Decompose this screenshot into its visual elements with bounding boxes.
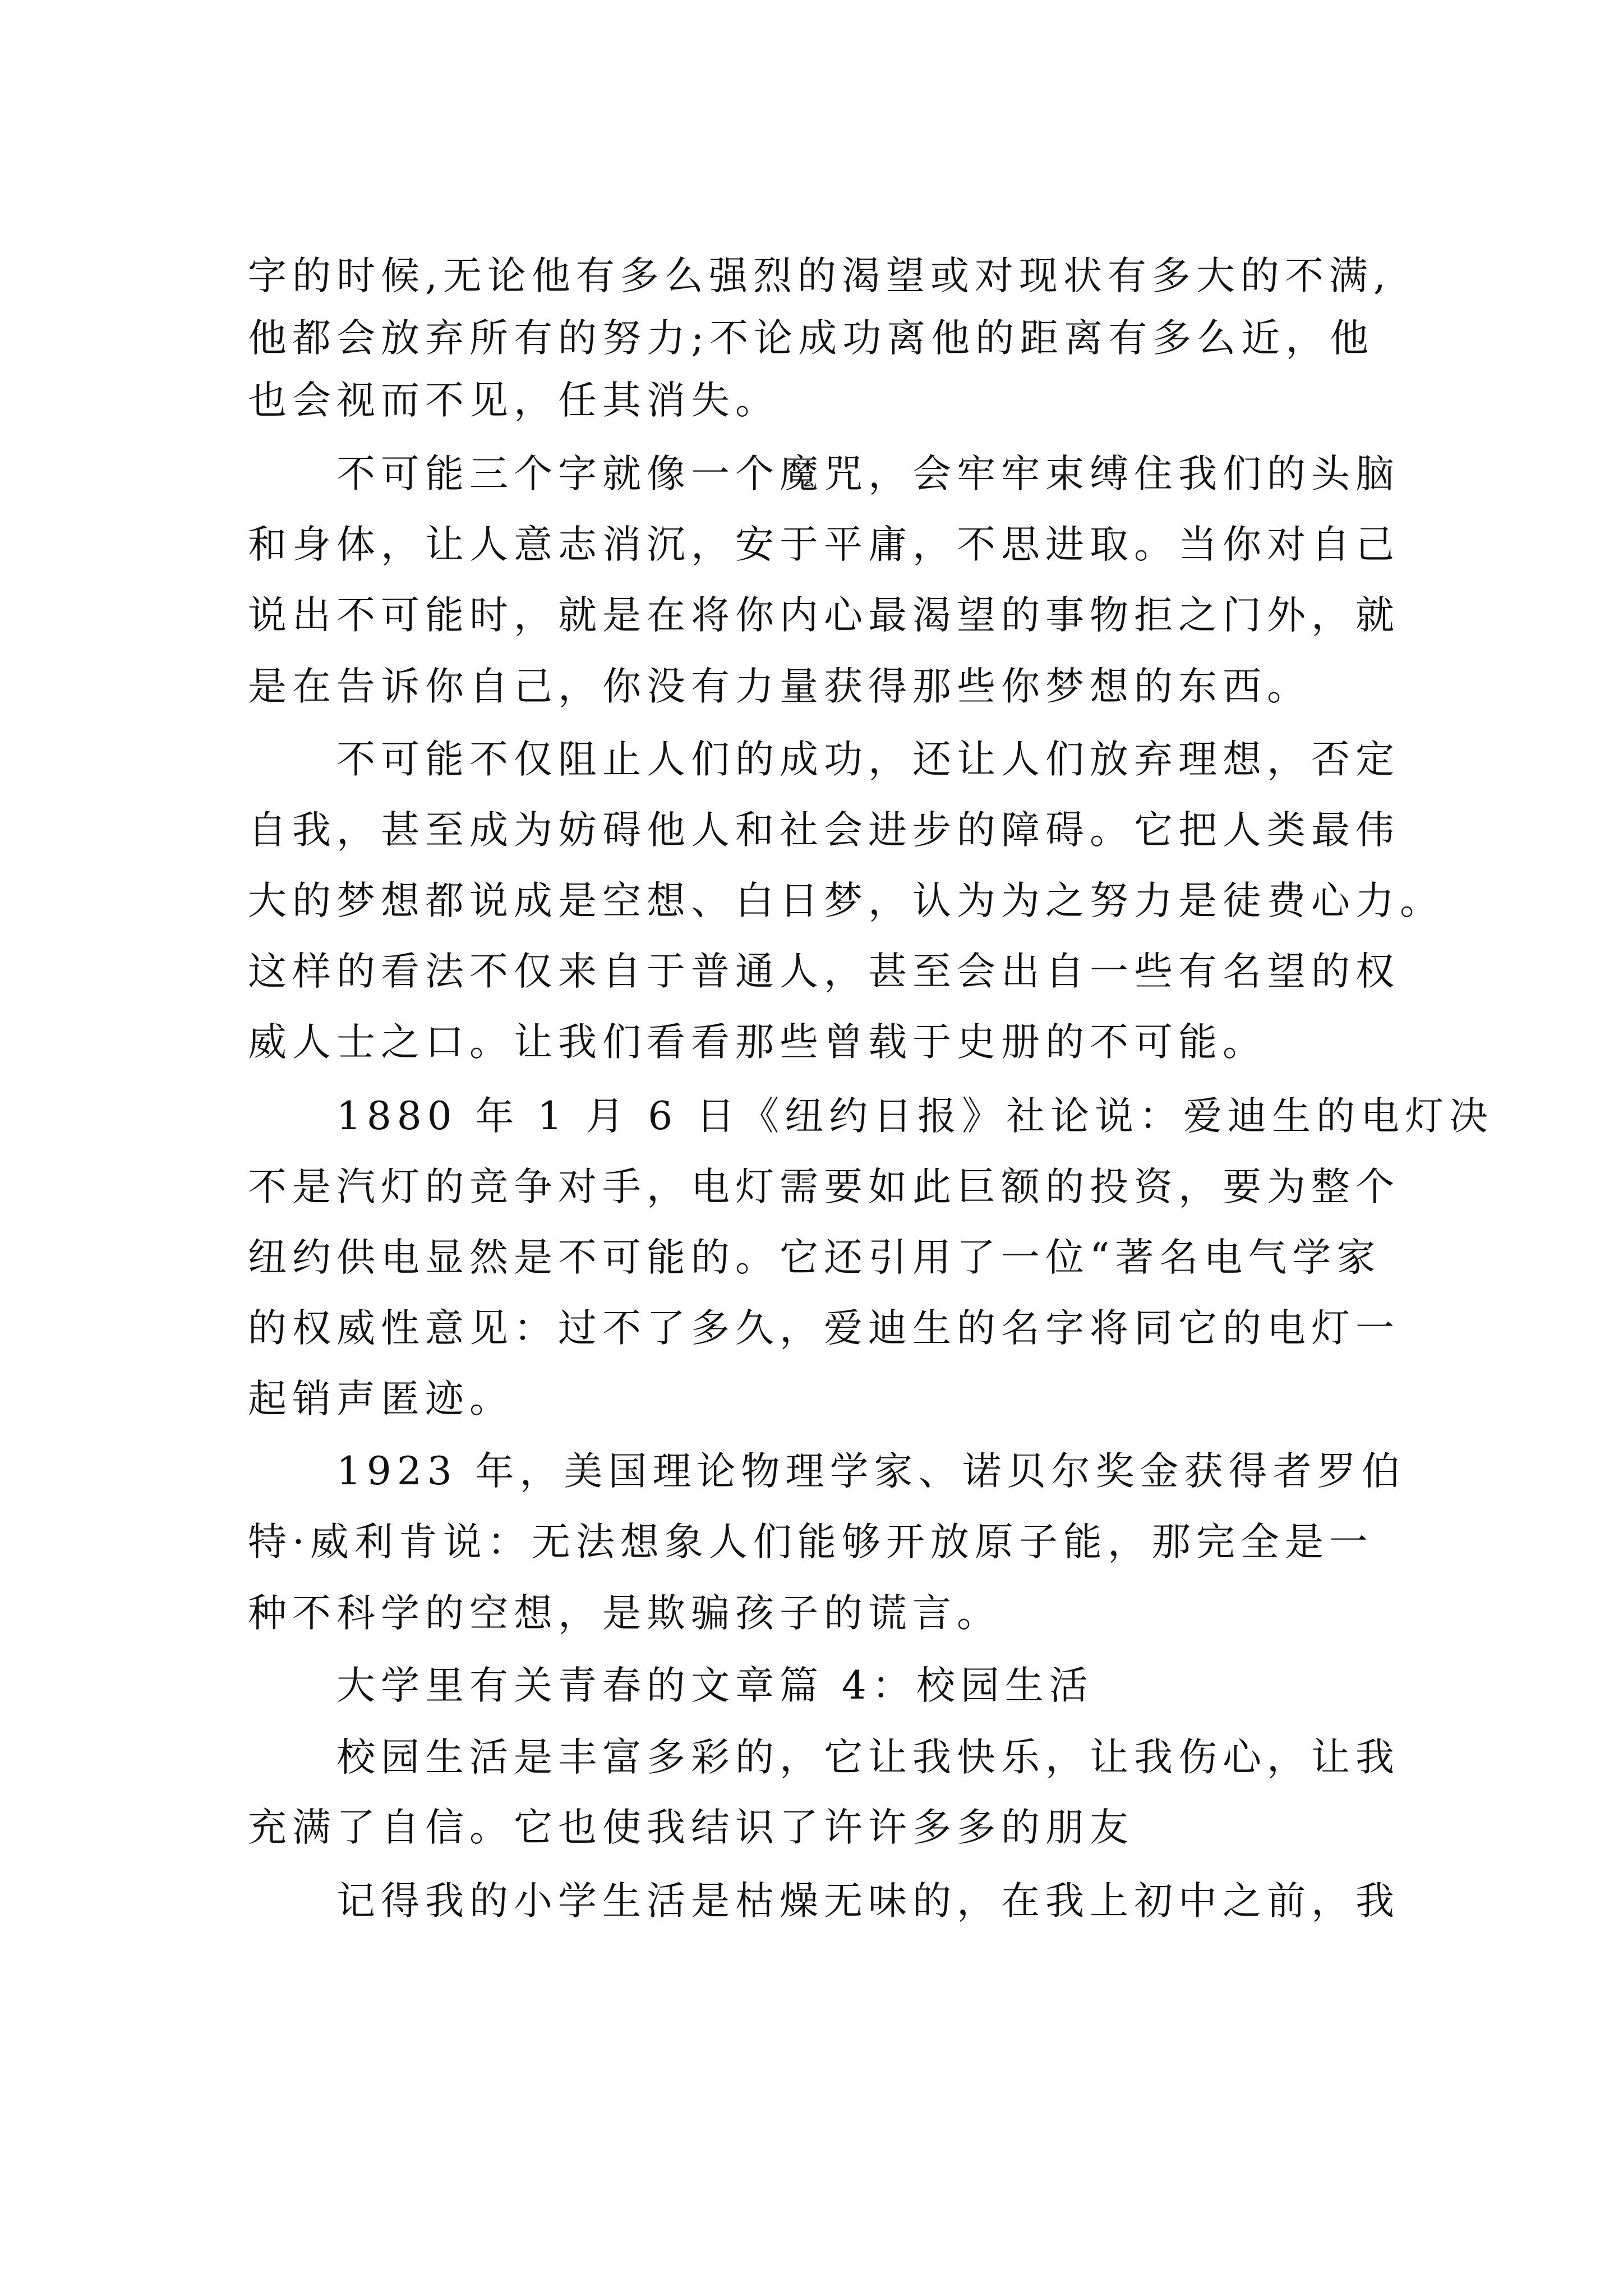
text-line: 1923 年，美国理论物理学家、诺贝尔奖金获得者罗伯	[336, 1449, 1406, 1494]
text-line: 的权威性意见：过不了多久，爱迪生的名字将同它的电灯一	[248, 1306, 1400, 1351]
text-line: 特·威利肯说：无法想象人们能够开放原子能，那完全是一	[248, 1520, 1373, 1565]
text-line: 是在告诉你自己，你没有力量获得那些你梦想的东西。	[248, 664, 1311, 709]
text-line: 也会视而不见，任其消失。	[248, 378, 780, 423]
text-line: 不可能不仅阻止人们的成功，还让人们放弃理想，否定	[336, 737, 1400, 782]
text-line: 起销声匿迹。	[248, 1377, 514, 1421]
text-line: 自我，甚至成为妨碍他人和社会进步的障碍。它把人类最伟	[248, 808, 1400, 853]
text-line: 校园生活是丰富多彩的，它让我快乐，让我伤心，让我	[336, 1735, 1400, 1780]
text-line: 1880 年 1 月 6 日《纽约日报》社论说：爱迪生的电灯决	[336, 1094, 1494, 1139]
text-line: 大的梦想都说成是空想、白日梦，认为为之努力是徒费心力。	[248, 878, 1444, 923]
text-line: 他都会放弃所有的努力;不论成功离他的距离有多么近，他	[248, 316, 1375, 361]
text-line: 这样的看法不仅来自于普通人，甚至会出自一些有名望的权	[248, 949, 1400, 994]
text-line: 和身体，让人意志消沉，安于平庸，不思进取。当你对自己	[248, 522, 1400, 567]
text-line: 说出不可能时，就是在将你内心最渴望的事物拒之门外，就	[248, 593, 1400, 638]
section-heading: 大学里有关青春的文章篇 4：校园生活	[336, 1663, 1094, 1708]
text-line: 不是汽灯的竞争对手，电灯需要如此巨额的投资，要为整个	[248, 1165, 1400, 1209]
text-line: 威人士之口。让我们看看那些曾载于史册的不可能。	[248, 1020, 1267, 1065]
text-line: 不可能三个字就像一个魔咒，会牢牢束缚住我们的头脑	[336, 452, 1400, 496]
text-line: 字的时候,无论他有多么强烈的渴望或对现状有多大的不满,	[248, 254, 1391, 298]
text-line: 种不科学的空想，是欺骗孩子的谎言。	[248, 1591, 1001, 1636]
text-line: 记得我的小学生活是枯燥无味的，在我上初中之前，我	[336, 1879, 1400, 1924]
text-line: 纽约供电显然是不可能的。它还引用了一位“著名电气学家	[248, 1235, 1381, 1280]
text-line: 充满了自信。它也使我结识了许许多多的朋友	[248, 1805, 1134, 1850]
